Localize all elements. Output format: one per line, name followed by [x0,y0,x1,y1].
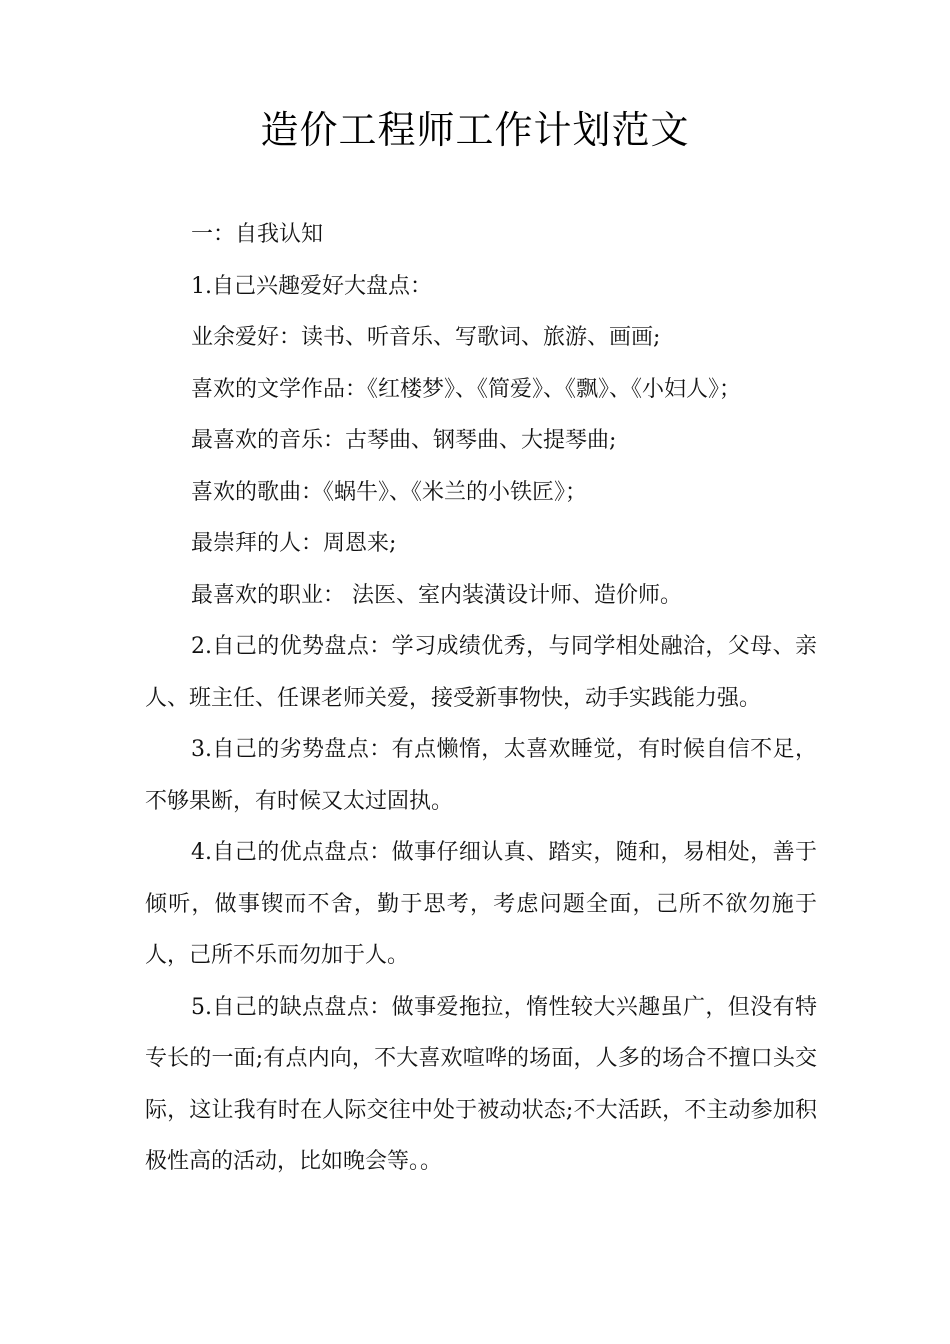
document-title: 造价工程师工作计划范文 [260,108,690,152]
paragraph-shortcomings: 5.自己的缺点盘点：做事爱拖拉，惰性较大兴趣虽广，但没有特专长的一面;有点内向，不大喜欢喧哗的场面，人多的场合不擅口头交际，这让我有时在人际交往中处于被动状态;不大活跃，不主动参加积极性高的活动，比如晚会等。。 [145,994,817,1174]
paragraph-career: 最喜欢的职业： 法医、室内装潢设计师、造价师。 [191,582,682,608]
paragraph-hobbies: 业余爱好：读书、听音乐、写歌词、旅游、画画; [191,325,661,350]
paragraph-strengths: 2.自己的优势盘点：学习成绩优秀，与同学相处融洽，父母、亲人、班主任、任课老师关爱，接受新事物快，动手实践能力强。 [145,634,817,711]
document-body [145,209,817,1188]
paragraph-merits: 4.自己的优点盘点：做事仔细认真、踏实，随和，易相处，善于倾听，做事锲而不舍，勤于思考，考虑问题全面，己所不欲勿施于人，己所不乐而勿加于人。 [145,840,817,968]
paragraph-weaknesses: 3.自己的劣势盘点：有点懒惰，太喜欢睡觉，有时候自信不足，不够果断，有时候又太过固执。 [145,737,817,814]
paragraph-music: 最喜欢的音乐：古琴曲、钢琴曲、大提琴曲; [191,428,617,453]
paragraph-self-awareness-heading: 一：自我认知 [191,222,324,247]
paragraph-admired-person: 最崇拜的人：周恩来; [191,531,397,556]
paragraph-songs: 喜欢的歌曲：《蜗牛》、《米兰的小铁匠》； [191,479,588,505]
paragraph-hobbies-heading: 1.自己兴趣爱好大盘点： [191,273,432,299]
paragraph-literature: 喜欢的文学作品：《红楼梦》、《简爱》、《飘》、《小妇人》； [191,376,742,402]
